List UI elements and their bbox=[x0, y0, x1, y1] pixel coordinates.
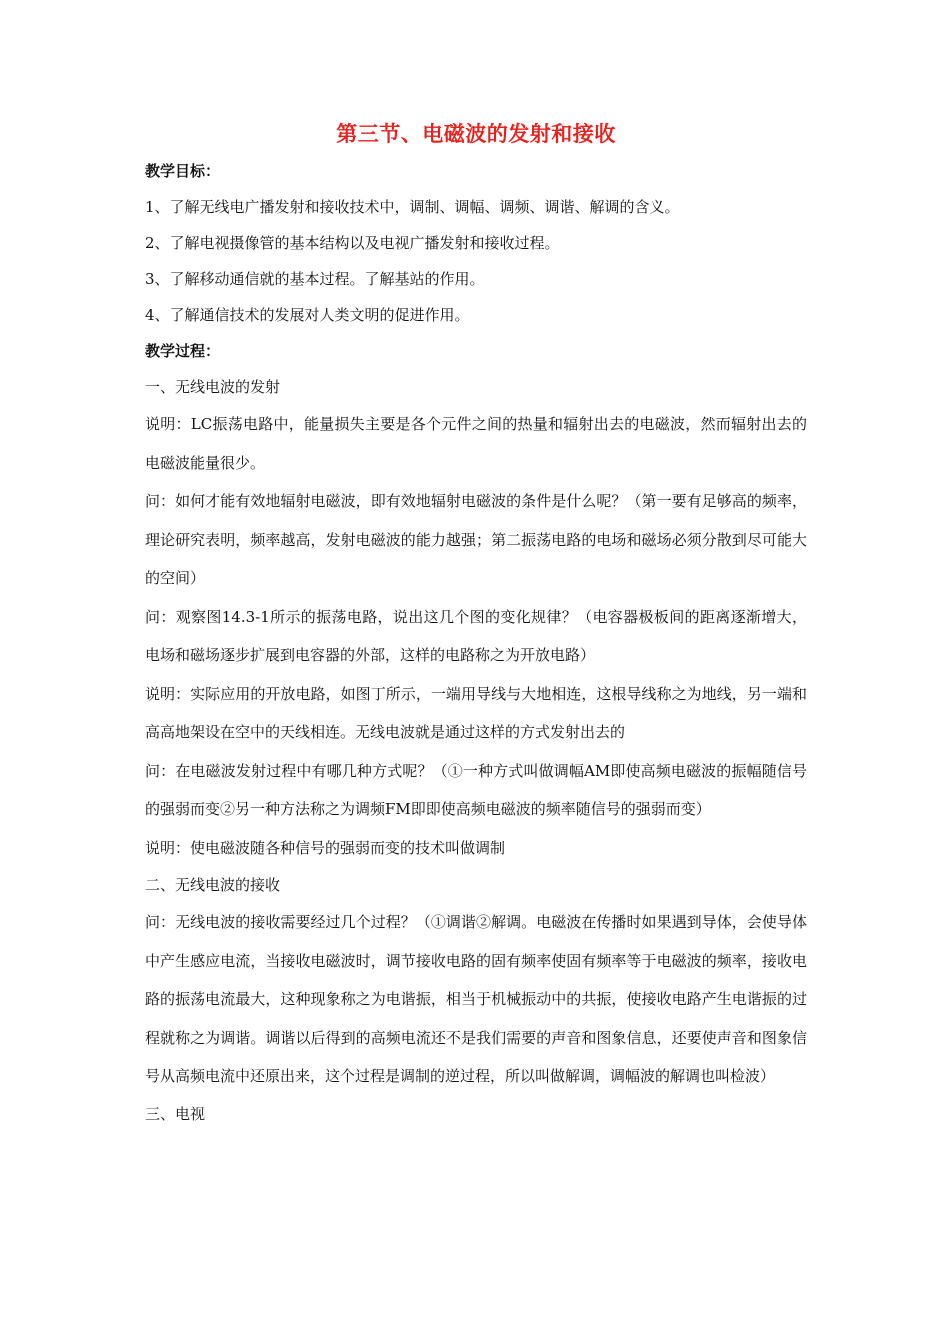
section-heading-reception: 二、无线电波的接收 bbox=[145, 876, 281, 894]
page-title: 第三节、电磁波的发射和接收 bbox=[336, 121, 616, 146]
paragraph: 说明：实际应用的开放电路，如图丁所示，一端用导线与大地相连，这根导线称之为地线，另一端和高高地架设在空中的天线相连。无线电波就是通过这样的方式发射出去的 bbox=[145, 684, 807, 741]
paragraph: 问：如何才能有效地辐射电磁波，即有效地辐射电磁波的条件是什么呢？（第一要有足够高的频率，理论研究表明，频率越高，发射电磁波的能力越强；第二振荡电路的电场和磁场必须分散到尽可能大的空间） bbox=[145, 492, 807, 587]
paragraph: 说明：LC振荡电路中，能量损失主要是各个元件之间的热量和辐射出去的电磁波，然而辐射出去的电磁波能量很少。 bbox=[145, 415, 807, 472]
document-page bbox=[145, 118, 807, 1132]
section-heading-transmission: 一、无线电波的发射 bbox=[145, 378, 281, 396]
objective-item: 1、了解无线电广播发射和接收技术中，调制、调幅、调频、调谐、解调的含义。 bbox=[145, 198, 680, 216]
objective-item: 4、了解通信技术的发展对人类文明的促进作用。 bbox=[145, 306, 470, 324]
objective-item: 3、了解移动通信就的基本过程。了解基站的作用。 bbox=[145, 270, 485, 288]
objective-item: 2、了解电视摄像管的基本结构以及电视广播发射和接收过程。 bbox=[145, 234, 560, 252]
paragraph: 问：观察图14.3-1所示的振荡电路，说出这几个图的变化规律？（电容器极板间的距离逐渐增大，电场和磁场逐步扩展到电容器的外部，这样的电路称之为开放电路） bbox=[145, 607, 807, 664]
process-heading: 教学过程： bbox=[145, 342, 221, 360]
paragraph: 问：在电磁波发射过程中有哪几种方式呢？（①一种方式叫做调幅AM即使高频电磁波的振幅随信号的强弱而变②另一种方法称之为调频FM即即使高频电磁波的频率随信号的强弱而变） bbox=[145, 761, 807, 818]
section-heading-television: 三、电视 bbox=[145, 1104, 206, 1123]
paragraph: 问：无线电波的接收需要经过几个过程？（①调谐②解调。电磁波在传播时如果遇到导体，会使导体中产生感应电流，当接收电磁波时，调节接收电路的固有频率使固有频率等于电磁波的频率，接收电路的振荡电流最大，这种现象称之为电谐振，相当于机械振动中的共振，使接收电路产生电谐振的过程就称之为调谐。调谐以后得到的高频电流还不是我们需要的声音和图象信息，还要使声音和图象信号从高频电流中还原出来，这个过程是调制的逆过程，所以叫做解调，调幅波的解调也叫检波） bbox=[145, 913, 807, 1085]
paragraph: 说明：使电磁波随各种信号的强弱而变的技术叫做调制 bbox=[145, 838, 506, 857]
objectives-heading: 教学目标： bbox=[145, 162, 221, 180]
